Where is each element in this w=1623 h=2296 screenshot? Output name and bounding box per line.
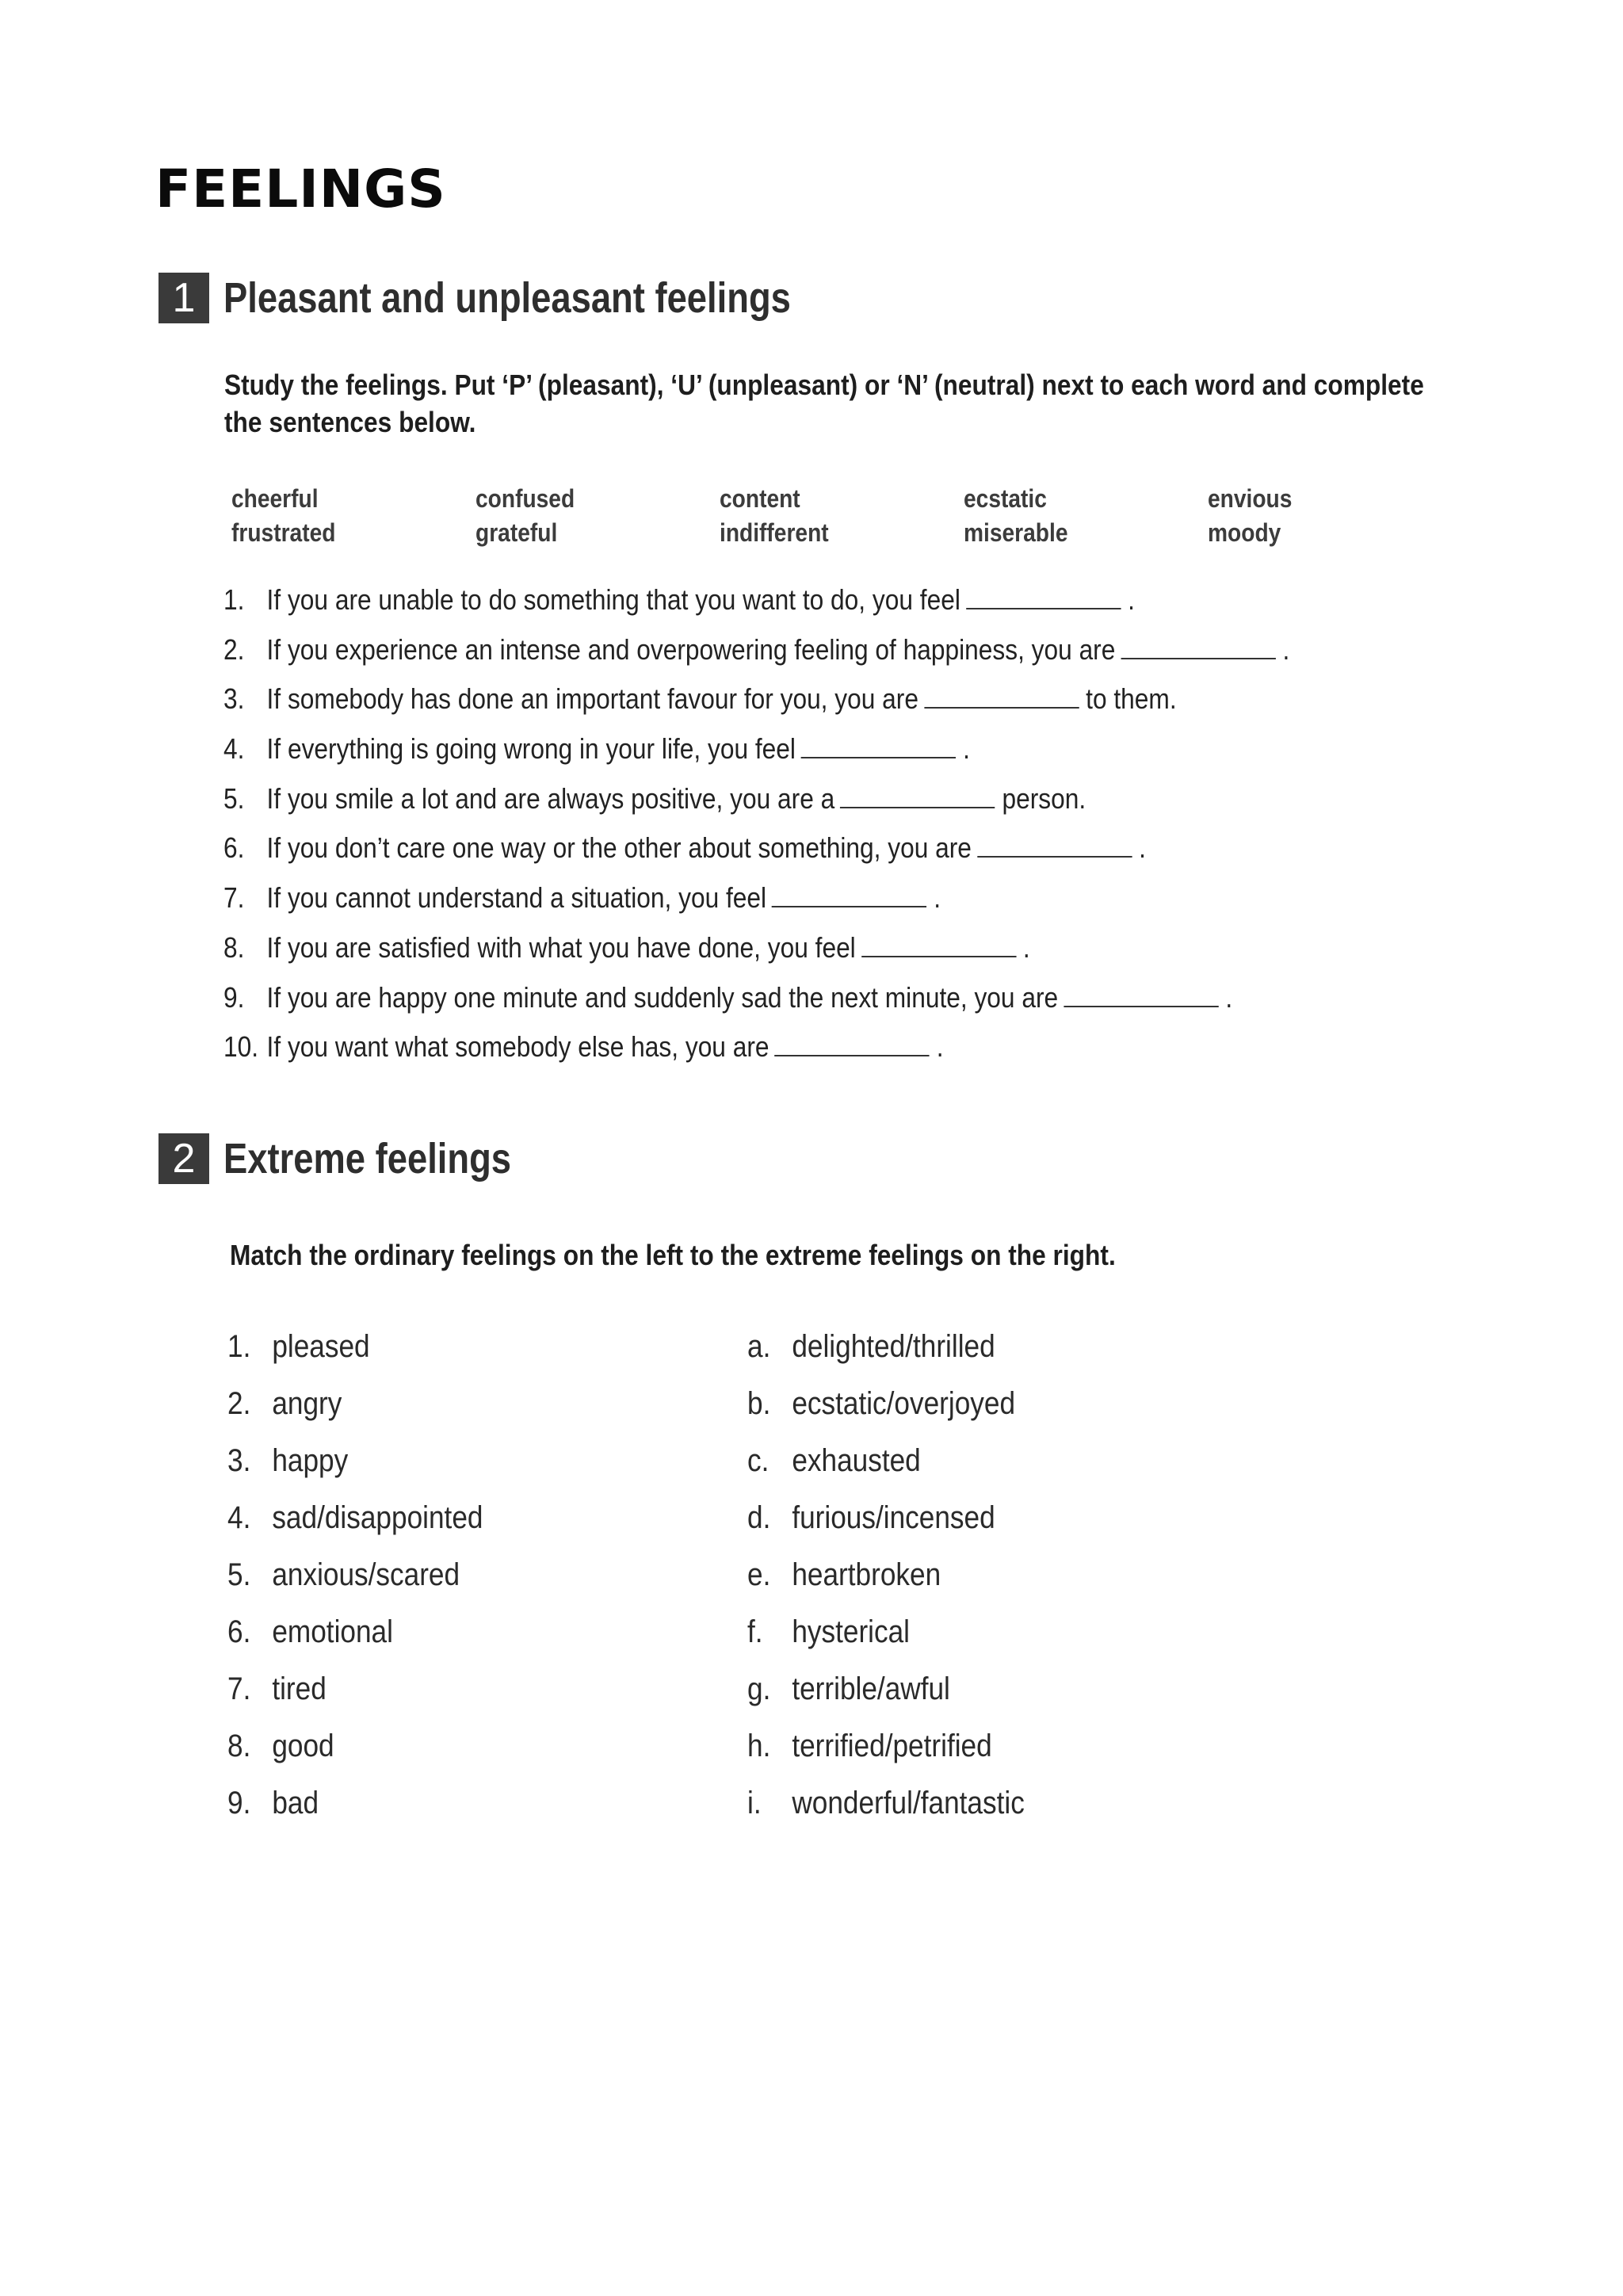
extreme-feeling (747, 1660, 950, 1717)
sentence-number: 7. (223, 881, 245, 915)
page-title: FEELINGS (155, 159, 446, 220)
sentence-number: 5. (223, 781, 245, 815)
sentence-item (223, 780, 1435, 830)
answer-blank[interactable] (924, 680, 1079, 709)
ordinary-feeling (227, 1546, 460, 1603)
ordinary-number: 5. (227, 1557, 251, 1592)
sentence-text: If you cannot understand a situation, you feel (266, 881, 767, 915)
ordinary-number: 7. (227, 1671, 251, 1706)
sentence-ending: person. (1002, 781, 1086, 815)
section-2-header (158, 1133, 566, 1184)
sentence-item (223, 1028, 1435, 1078)
sentence-ending: . (934, 881, 941, 915)
word-bank-item: envious (1208, 484, 1293, 513)
ordinary-number: 4. (227, 1500, 251, 1535)
word-bank-item: miserable (964, 518, 1068, 547)
extreme-feeling (747, 1375, 1015, 1432)
word-bank-item: grateful (475, 518, 558, 547)
answer-blank[interactable] (775, 1028, 930, 1056)
sentence-ending: . (1139, 831, 1146, 865)
sentence-text: If you are unable to do something that you want to do, you feel (266, 583, 960, 616)
extreme-text: ecstatic/overjoyed (792, 1386, 1016, 1421)
extreme-text: wonderful/fantastic (792, 1786, 1025, 1820)
ordinary-feeling (227, 1318, 370, 1375)
sentence-ending: . (1128, 583, 1135, 616)
extreme-letter: f. (747, 1614, 763, 1649)
extreme-letter: h. (747, 1729, 771, 1763)
word-bank (231, 482, 1452, 550)
extreme-feeling (747, 1489, 995, 1546)
ordinary-text: happy (272, 1443, 349, 1478)
sentence-number: 2. (223, 632, 245, 666)
sentence-number: 9. (223, 980, 245, 1014)
ordinary-feeling (227, 1717, 334, 1775)
word-bank-item: frustrated (231, 518, 336, 547)
sentence-number: 10. (223, 1030, 259, 1064)
extreme-feeling (747, 1603, 910, 1660)
section-2-number: 2 (158, 1133, 209, 1184)
instruction-line-2: the sentences below. (224, 406, 476, 438)
sentence-text: If you want what somebody else has, you are (266, 1030, 769, 1064)
answer-blank[interactable] (966, 581, 1121, 609)
sentence-item (223, 929, 1435, 979)
sentence-number: 8. (223, 930, 245, 964)
ordinary-number: 6. (227, 1614, 251, 1649)
extreme-text: terrified/petrified (792, 1729, 992, 1763)
extreme-feeling (747, 1717, 992, 1775)
ordinary-text: tired (272, 1671, 327, 1706)
sentence-item (223, 631, 1435, 681)
extreme-text: hysterical (792, 1614, 910, 1649)
ordinary-number: 1. (227, 1329, 251, 1364)
extreme-letter: a. (747, 1329, 771, 1364)
ordinary-text: angry (272, 1386, 342, 1421)
section-1-instruction (224, 366, 1424, 441)
ordinary-feeling (227, 1775, 319, 1832)
extreme-feeling (747, 1318, 995, 1375)
sentence-number: 1. (223, 583, 245, 616)
extreme-feeling (747, 1432, 921, 1489)
ordinary-number: 2. (227, 1386, 251, 1421)
extreme-feeling (747, 1546, 941, 1603)
extreme-letter: e. (747, 1557, 771, 1592)
extreme-text: heartbroken (792, 1557, 941, 1592)
ordinary-text: bad (272, 1786, 319, 1820)
section-1-number: 1 (158, 273, 209, 323)
section-1-header (158, 273, 899, 323)
sentence-text: If you smile a lot and are always positive, you are a (266, 781, 835, 815)
sentence-item (223, 829, 1435, 879)
extreme-text: terrible/awful (792, 1671, 950, 1706)
instruction-line-1: Study the feelings. Put ‘P’ (pleasant), ‘U’ (unpleasant) or ‘N’ (neutral) next to each word and complete (224, 369, 1424, 401)
sentence-text: If somebody has done an important favour for you, you are (266, 682, 918, 716)
word-bank-item: content (720, 484, 800, 513)
ordinary-feeling (227, 1603, 393, 1660)
sentence-ending: . (1022, 930, 1030, 964)
ordinary-feeling (227, 1489, 483, 1546)
sentence-number: 4. (223, 732, 245, 766)
sentence-item (223, 879, 1435, 929)
extreme-letter: c. (747, 1443, 769, 1478)
word-bank-item: moody (1208, 518, 1281, 547)
sentence-ending: . (1282, 632, 1290, 666)
sentence-ending: . (963, 732, 970, 766)
sentence-item (223, 581, 1435, 631)
sentence-item (223, 680, 1435, 730)
sentence-number: 6. (223, 831, 245, 865)
ordinary-text: pleased (272, 1329, 370, 1364)
sentence-text: If you are happy one minute and suddenly sad the next minute, you are (266, 980, 1059, 1014)
extreme-letter: i. (747, 1786, 762, 1820)
answer-blank[interactable] (801, 730, 956, 758)
sentence-text: If you experience an intense and overpowering feeling of happiness, you are (266, 632, 1116, 666)
word-bank-item: ecstatic (964, 484, 1047, 513)
sentence-ending: . (1225, 980, 1233, 1014)
extreme-letter: g. (747, 1671, 771, 1706)
answer-blank[interactable] (772, 879, 926, 907)
sentence-ending: to them. (1086, 682, 1177, 716)
ordinary-number: 9. (227, 1786, 251, 1820)
section-2-instruction: Match the ordinary feelings on the left to the extreme feelings on the right. (230, 1239, 1116, 1271)
ordinary-text: anxious/scared (272, 1557, 460, 1592)
sentence-text: If everything is going wrong in your life, you feel (266, 732, 796, 766)
answer-blank[interactable] (861, 929, 1016, 957)
answer-blank[interactable] (840, 780, 995, 808)
answer-blank[interactable] (1064, 979, 1218, 1007)
ordinary-number: 3. (227, 1443, 251, 1478)
extreme-text: exhausted (792, 1443, 921, 1478)
sentence-item (223, 979, 1435, 1029)
ordinary-text: sad/disappointed (272, 1500, 483, 1535)
section-2-title: Extreme feelings (223, 1135, 512, 1182)
sentence-list (223, 581, 1435, 1078)
ordinary-feeling (227, 1660, 327, 1717)
extreme-text: furious/incensed (792, 1500, 995, 1535)
word-bank-item: indifferent (720, 518, 829, 547)
extreme-feeling (747, 1775, 1025, 1832)
sentence-number: 3. (223, 682, 245, 716)
sentence-ending: . (936, 1030, 944, 1064)
answer-blank[interactable] (1121, 631, 1275, 659)
word-bank-item: cheerful (231, 484, 319, 513)
ordinary-text: good (272, 1729, 334, 1763)
section-1-title: Pleasant and unpleasant feelings (223, 274, 791, 322)
sentence-item (223, 730, 1435, 780)
extreme-text: delighted/thrilled (792, 1329, 995, 1364)
word-bank-item: confused (475, 484, 575, 513)
ordinary-number: 8. (227, 1729, 251, 1763)
sentence-text: If you don’t care one way or the other about something, you are (266, 831, 972, 865)
ordinary-text: emotional (272, 1614, 393, 1649)
sentence-text: If you are satisfied with what you have done, you feel (266, 930, 856, 964)
extreme-letter: b. (747, 1386, 771, 1421)
ordinary-feeling (227, 1432, 348, 1489)
ordinary-feeling (227, 1375, 342, 1432)
answer-blank[interactable] (977, 829, 1132, 858)
extreme-letter: d. (747, 1500, 771, 1535)
